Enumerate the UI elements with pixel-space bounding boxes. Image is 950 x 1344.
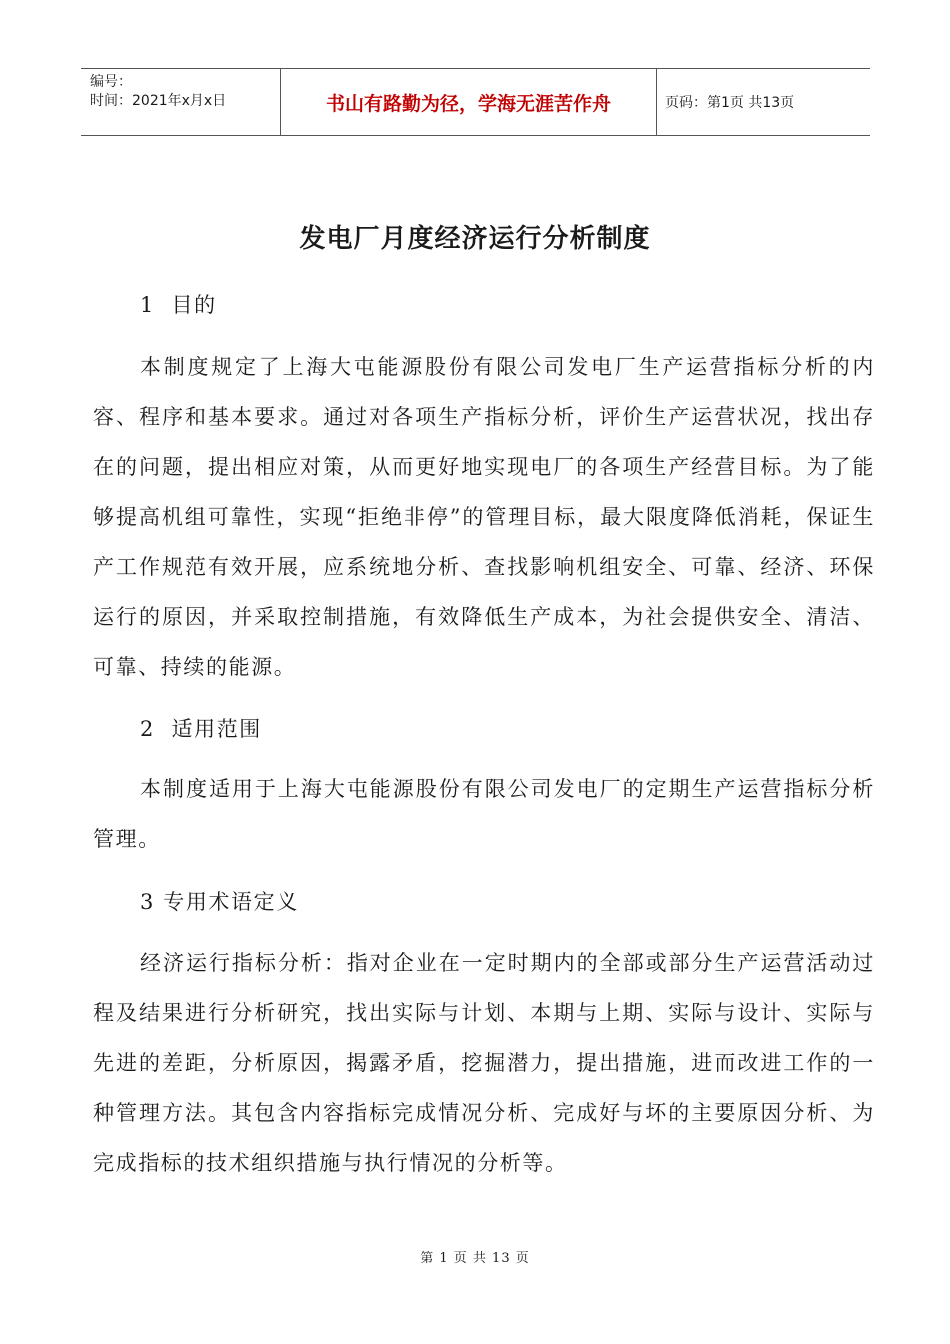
section-body-scope <box>93 764 875 864</box>
section-heading-scope: 2 适用范围 <box>140 717 262 741</box>
header-meta <box>81 69 281 135</box>
document-title: 发电厂月度经济运行分析制度 <box>299 224 651 254</box>
number-label: 编号： <box>90 74 132 90</box>
paragraph: 经济运行指标分析：指对企业在一定时期内的全部或部分生产运营活动过程及结果进行分析研究，找出实际与计划、本期与上期、实际与设计、实际与先进的差距，分析原因，揭露矛盾，挖掘潜力，提出措施，进而改进工作的一种管理方法。其包含内容指标完成情况分析、完成好与坏的主要原因分析、为完成指标的技术组织措施与执行情况的分析等。 <box>93 951 875 1175</box>
document-header <box>81 68 870 136</box>
header-page-info: 页码：第1页 共13页 <box>665 95 795 111</box>
section-body-purpose <box>93 342 875 692</box>
header-motto: 书山有路勤为径，学海无涯苦作舟 <box>281 69 657 135</box>
time-label: 时间：2021年x月x日 <box>90 93 227 109</box>
paragraph: 本制度规定了上海大屯能源股份有限公司发电厂生产运营指标分析的内容、程序和基本要求。通过对各项生产指标分析，评价生产运营状况，找出存在的问题，提出相应对策，从而更好地实现电厂的各项生产经营目标。为了能够提高机组可靠性，实现“拒绝非停”的管理目标，最大限度降低消耗，保证生产工作规范有效开展，应系统地分析、查找影响机组安全、可靠、经济、环保运行的原因，并采取控制措施，有效降低生产成本，为社会提供安全、清洁、可靠、持续的能源。 <box>93 355 875 679</box>
page-footer: 第 1 页 共 13 页 <box>420 1251 530 1266</box>
section-heading-purpose: 1 目的 <box>140 293 217 317</box>
section-heading-terms: 3 专用术语定义 <box>140 890 299 914</box>
section-body-terms <box>93 938 875 1188</box>
paragraph: 本制度适用于上海大屯能源股份有限公司发电厂的定期生产运营指标分析管理。 <box>93 777 875 851</box>
